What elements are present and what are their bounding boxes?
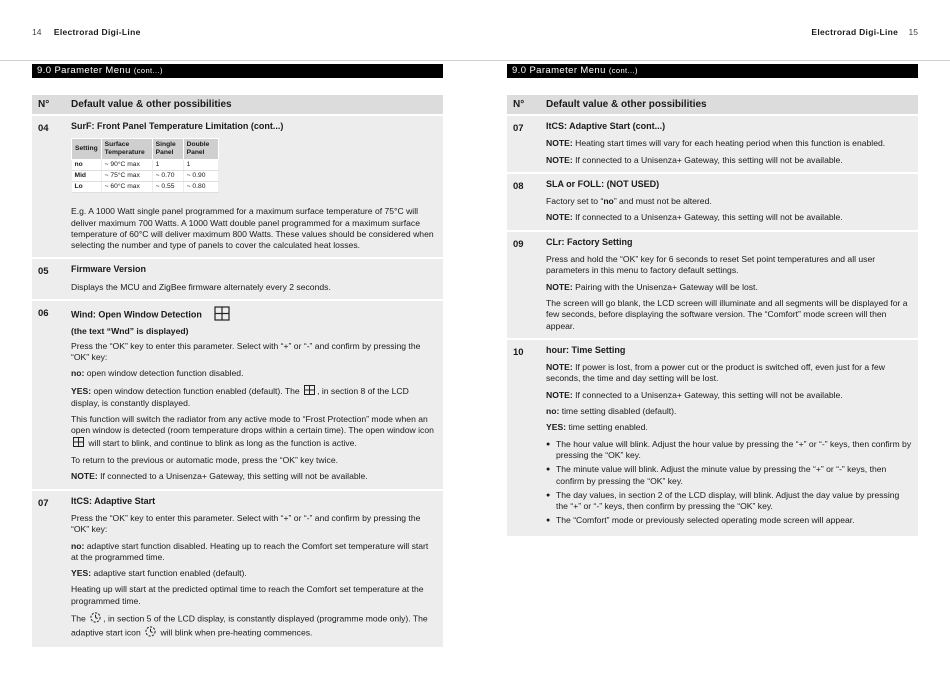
steps-list (546, 439, 912, 527)
parameter-title: Wind: Open Window Detection (71, 309, 202, 320)
parameter-text: E.g. A 1000 Watt single panel programmed for a maximum surface temperature of 75°C will deliver maximum 700 Watts. A 1000 Watt double panel programmed for a maximum surface temperature of 60°C will deliver maximum 800 Watts. These values should be considered when selecting the number and type of panels to cover the calculated heat losses. (71, 206, 434, 251)
column-header-text: Default value & other possibilities (546, 99, 707, 110)
table-cell: ~ 0.90 (183, 171, 218, 182)
parameter-number: 07 (513, 123, 524, 134)
parameter-number: 09 (513, 238, 524, 250)
option-label: YES: (71, 568, 92, 579)
parameter-text: Press the “OK” key to enter this parameter. Select with “+” or “-” and confirm by pressing the “OK” key: (71, 512, 421, 535)
parameter-text (71, 414, 437, 450)
table-header-cell: Surface Temperature (101, 139, 152, 160)
open-window-icon (304, 385, 315, 398)
table-header-right (507, 95, 918, 114)
open-window-icon (73, 437, 84, 450)
option-yes (546, 422, 912, 433)
table-cell: 1 (183, 160, 218, 171)
note (546, 212, 912, 223)
parameter-title: SLA or FOLL: (NOT USED) (546, 178, 660, 189)
parameter-row-05 (32, 257, 443, 299)
option-text: adaptive start function disabled. Heating up to reach the Comfort set temperature will start at the programmed time. (71, 540, 429, 562)
table-cell: ~ 0.70 (152, 171, 183, 182)
table-header-cell: Setting (72, 139, 102, 160)
list-item: ● The day values, in section 2 of the LCD display, will blink. Adjust the day value by pressing the “+” or “-” keys, then confirm by pressing the “OK” key. (546, 490, 912, 513)
parameter-text (546, 196, 912, 207)
note-label: NOTE: (546, 138, 573, 149)
parameter-text: The screen will go blank, the LCD screen will illuminate and all segments will be displayed for a few seconds, before displaying the software version. The “Comfort” mode screen will then appear. (546, 297, 908, 331)
note (546, 362, 912, 385)
note-label: NOTE: (546, 154, 573, 165)
parameter-title: SurF: Front Panel Temperature Limitation (cont...) (71, 121, 284, 131)
parameter-title: ItCS: Adaptive Start (cont...) (546, 121, 666, 131)
table-cell: Mid (72, 171, 102, 182)
parameter-text: Press the “OK” key to enter this parameter. Select with “+” or “-” and confirm by pressing the “OK” key: (71, 340, 421, 362)
column-header-no: N° (513, 99, 525, 110)
parameter-number: 06 (38, 308, 49, 320)
parameter-text: Press and hold the “OK” key for 6 seconds to reset Set point temperatures and all user parameters in this menu to factory default settings. (546, 254, 876, 276)
left-page-column (32, 64, 443, 647)
header-rule (0, 60, 950, 61)
book-title-left: Electrorad Digi-Line (53, 27, 141, 37)
parameter-text: Heating up will start at the predicted optimal time to reach the Comfort set temperature at the programmed time. (71, 584, 424, 606)
section-title: 9.0 Parameter Menu (512, 65, 606, 76)
option-no (71, 541, 437, 564)
parameter-number: 08 (513, 180, 524, 192)
parameter-subtitle: (the text “Wnd” is displayed) (71, 326, 189, 337)
section-cont: (cont...) (133, 66, 163, 75)
note-label: NOTE: (71, 471, 98, 482)
section-heading-right (507, 64, 918, 78)
option-text: , in section 8 of the LCD display, is constantly displayed. (71, 385, 409, 408)
list-item: ● The “Comfort” mode or previously selected operating mode screen will appear. (546, 515, 912, 526)
table-header-cell: Single Panel (152, 139, 183, 160)
text-part: will start to blink, and continue to blink as long as the function is active. (86, 437, 357, 448)
note-text: If power is lost, from a power cut or the product is switched off, even just for a few seconds, the time and day setting will be lost. (546, 362, 885, 384)
text-part: ” and must not be altered. (613, 196, 712, 207)
option-text: time setting enabled. (566, 422, 648, 433)
parameter-title: hour: Time Setting (546, 344, 626, 355)
table-cell: ~ 75°C max (101, 171, 152, 182)
parameter-row-10 (507, 338, 918, 536)
parameter-row-06 (32, 299, 443, 489)
note (546, 138, 912, 149)
parameter-row-08 (507, 172, 918, 230)
option-text: open window detection function disabled. (84, 368, 244, 379)
note-text: If connected to a Unisenza+ Gateway, this setting will not be available. (572, 154, 843, 165)
running-header-left (32, 27, 141, 37)
column-header-no: N° (38, 99, 50, 110)
option-no (71, 368, 437, 379)
option-label: no: (71, 368, 85, 379)
option-yes (71, 568, 437, 579)
right-page-column (507, 64, 918, 536)
option-yes (71, 385, 437, 410)
note (546, 282, 912, 293)
option-no (546, 406, 912, 417)
note-text: Pairing with the Unisenza+ Gateway will be lost. (572, 281, 758, 292)
option-label: no: (546, 406, 560, 417)
text-part: This function will switch the radiator from any active mode to “Frost Protection” mode when an open window is detected (room temperature drops within a certain time). The open window icon (71, 414, 434, 436)
option-text: time setting disabled (default). (559, 406, 677, 417)
text-part: The (71, 613, 89, 624)
note-text: If connected to a Unisenza+ Gateway, this setting will not be available. (572, 212, 843, 223)
parameter-number: 04 (38, 123, 49, 134)
option-text: open window detection function enabled (default). The (91, 385, 303, 396)
parameter-text: To return to the previous or automatic mode, press the “OK” key twice. (71, 455, 338, 466)
table-cell: ~ 60°C max (101, 182, 152, 193)
table-cell: ~ 90°C max (101, 160, 152, 171)
table-header-left (32, 95, 443, 114)
table-header-cell: Double Panel (183, 139, 218, 160)
note-text: If connected to a Unisenza+ Gateway, this setting will not be available. (97, 471, 368, 482)
parameter-text: Displays the MCU and ZigBee firmware alternately every 2 seconds. (71, 281, 331, 292)
note-text: If connected to a Unisenza+ Gateway, this setting will not be available. (572, 389, 843, 400)
column-header-text: Default value & other possibilities (71, 99, 232, 110)
note-label: NOTE: (546, 389, 573, 400)
table-header-row (72, 139, 219, 160)
note (546, 155, 912, 166)
parameter-number: 07 (38, 497, 49, 509)
table-row (72, 160, 219, 171)
table-cell: no (72, 160, 102, 171)
book-title-right: Electrorad Digi-Line (811, 27, 899, 37)
page-number-right: 15 (908, 27, 918, 37)
note (71, 471, 437, 482)
note-label: NOTE: (546, 362, 573, 373)
parameter-title: ItCS: Adaptive Start (71, 495, 156, 506)
note (546, 390, 912, 401)
note-label: NOTE: (546, 281, 573, 292)
adaptive-start-icon (145, 626, 156, 640)
section-cont: (cont...) (608, 66, 638, 75)
parameter-text (71, 612, 437, 641)
table-cell: ~ 0.80 (183, 182, 218, 193)
table-row (72, 171, 219, 182)
parameter-title-line (71, 306, 437, 324)
note-label: NOTE: (546, 212, 573, 223)
option-label: no: (71, 540, 85, 551)
parameter-number: 05 (38, 266, 49, 278)
list-item: ● The hour value will blink. Adjust the hour value by pressing the “+” or “-” keys, then confirm by pressing the “OK” key. (546, 439, 912, 462)
adaptive-start-icon (90, 612, 101, 626)
running-header-right (811, 27, 918, 37)
parameter-row-07-cont (507, 114, 918, 172)
table-cell: ~ 0.55 (152, 182, 183, 193)
parameter-title: CLr: Factory Setting (546, 236, 633, 247)
section-title: 9.0 Parameter Menu (37, 65, 131, 76)
option-label: YES: (546, 422, 567, 433)
surface-temp-table (71, 138, 219, 193)
note-text: Heating start times will vary for each heating period when this function is enabled. (572, 138, 886, 149)
section-heading-left (32, 64, 443, 78)
list-item: ● The minute value will blink. Adjust the minute value by pressing the “+” or “-” keys, then confirm by pressing the “OK” key. (546, 464, 912, 487)
page-number-left: 14 (32, 27, 42, 37)
text-part: will blink when pre-heating commences. (158, 627, 313, 638)
text-part: , in section 5 of the LCD display, is constantly displayed (programme mode only). The adaptive start icon (71, 613, 428, 638)
parameter-row-07 (32, 489, 443, 647)
table-cell: Lo (72, 182, 102, 193)
parameter-row-09 (507, 230, 918, 338)
option-text: adaptive start function enabled (default). (91, 568, 247, 579)
text-part: no (603, 196, 614, 207)
text-part: Factory set to “ (546, 196, 604, 207)
option-label: YES: (71, 385, 92, 396)
table-cell: 1 (152, 160, 183, 171)
parameter-title: Firmware Version (71, 264, 147, 275)
parameter-row-04 (32, 114, 443, 257)
parameter-number: 10 (513, 346, 524, 358)
open-window-icon (214, 306, 230, 324)
table-row (72, 182, 219, 193)
